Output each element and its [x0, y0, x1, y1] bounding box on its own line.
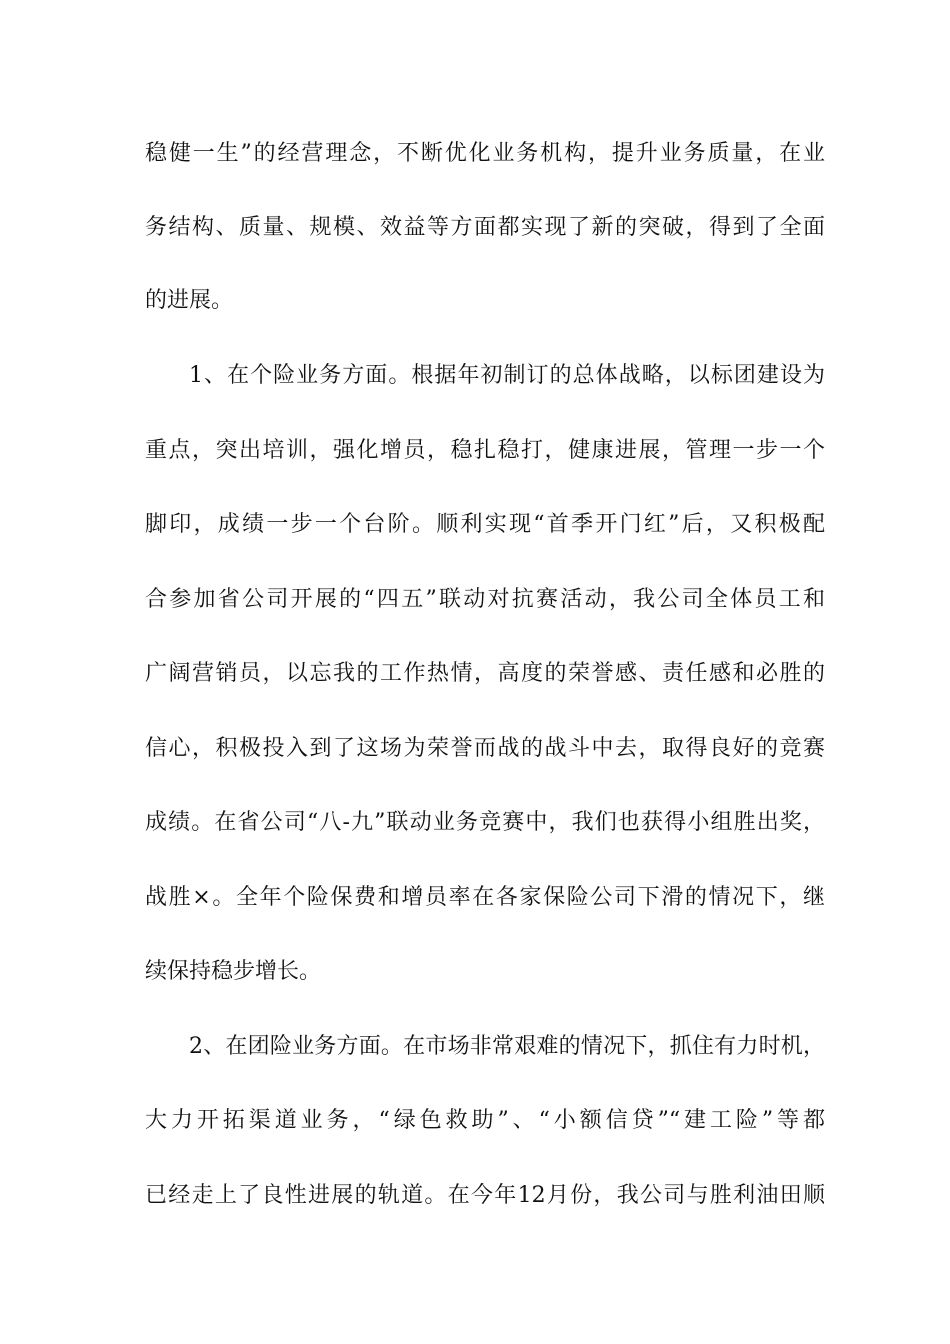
text-line-11: 战胜×。全年个险保费和增员率在各家保险公司下滑的情况下，继	[145, 885, 825, 910]
text-line-8: 广阔营销员，以忘我的工作热情，高度的荣誉感、责任感和必胜的	[145, 661, 825, 686]
text-line-5: 重点，突出培训，强化增员，稳扎稳打，健康进展，管理一步一个	[145, 438, 825, 463]
text-line-13: 2、在团险业务方面。在市场非常艰难的情况下，抓住有力时机，	[189, 1034, 825, 1059]
text-line-14: 大力开拓渠道业务，“绿色救助”、“小额信贷”“建工险”等都	[145, 1108, 825, 1133]
text-line-15: 已经走上了良性进展的轨道。在今年12月份，我公司与胜利油田顺	[145, 1183, 825, 1208]
text-line-6: 脚印，成绩一步一个台阶。顺利实现“首季开门红”后，又积极配	[145, 512, 825, 537]
text-line-9: 信心，积极投入到了这场为荣誉而战的战斗中去，取得良好的竞赛	[145, 736, 825, 761]
text-line-4: 1、在个险业务方面。根据年初制订的总体战略，以标团建设为	[189, 363, 825, 388]
text-line-7: 合参加省公司开展的“四五”联动对抗赛活动，我公司全体员工和	[145, 587, 825, 612]
text-line-1: 稳健一生”的经营理念，不断优化业务机构，提升业务质量，在业	[145, 141, 825, 166]
text-line-10: 成绩。在省公司“八-九”联动业务竞赛中，我们也获得小组胜出奖，	[145, 810, 825, 835]
text-line-2: 务结构、质量、规模、效益等方面都实现了新的突破，得到了全面	[145, 215, 825, 240]
text-line-3: 的进展。	[145, 288, 234, 313]
text-line-12: 续保持稳步增长。	[145, 959, 322, 984]
